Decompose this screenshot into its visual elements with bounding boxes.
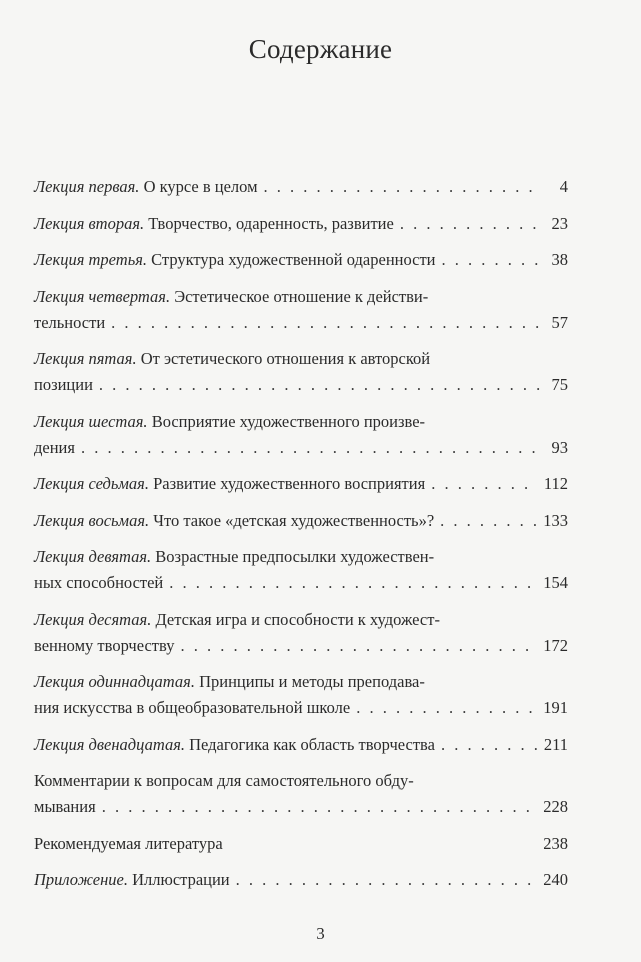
entry-page: 4 xyxy=(559,177,568,196)
entry-lead: Лекция седьмая. xyxy=(34,474,149,493)
toc-entry[interactable] xyxy=(34,471,568,497)
entry-title-continued: венному творчеству xyxy=(34,635,175,655)
toc-entry[interactable] xyxy=(34,607,568,659)
entry-lead: Лекция восьмая. xyxy=(34,510,150,530)
entry-title: Что такое «детская художественность»? xyxy=(149,510,435,530)
leader-dots xyxy=(356,695,537,721)
leader-dots xyxy=(442,247,540,273)
entry-lead: Лекция двенадцатая. xyxy=(34,734,185,754)
entry-page: 75 xyxy=(551,375,568,394)
entry-title: Творчество, одаренность, развитие xyxy=(144,213,394,233)
leader-dots xyxy=(264,174,540,200)
page-number: 3 xyxy=(316,924,325,943)
entry-page: 38 xyxy=(551,250,568,269)
toc-entry[interactable] xyxy=(34,732,568,758)
entry-lead: Лекция десятая. xyxy=(34,609,152,629)
entry-title: Развитие художественного восприятия xyxy=(148,474,426,493)
entry-page: 112 xyxy=(543,474,568,493)
entry-page: 228 xyxy=(543,797,568,816)
leader-dots xyxy=(440,508,537,534)
entry-title-continued: позиции xyxy=(34,375,93,394)
leader-dots xyxy=(431,471,538,497)
leader-dots xyxy=(236,867,538,893)
toc-entry[interactable] xyxy=(34,211,568,237)
table-of-contents xyxy=(34,174,568,904)
entry-page: 238 xyxy=(543,833,568,853)
leader-dots xyxy=(81,435,540,461)
leader-dots xyxy=(102,794,538,820)
entry-page: 93 xyxy=(551,437,568,457)
entry-title: Возрастные предпосылки художествен- xyxy=(151,547,435,566)
page-title: Содержание xyxy=(248,34,393,64)
entry-page: 240 xyxy=(543,870,568,889)
entry-title-continued: тельности xyxy=(34,312,106,332)
entry-title: О курсе в целом xyxy=(139,177,258,196)
leader-dots xyxy=(169,570,537,596)
toc-entry[interactable] xyxy=(34,247,568,273)
toc-entry[interactable] xyxy=(34,346,568,398)
entry-title-continued: ных способностей xyxy=(34,573,164,592)
entry-page: 172 xyxy=(543,635,568,655)
entry-title-continued: дения xyxy=(34,437,75,457)
toc-entry[interactable] xyxy=(34,544,568,596)
entry-page: 211 xyxy=(543,734,568,754)
entry-page: 57 xyxy=(551,312,568,332)
leader-dots xyxy=(400,211,540,237)
entry-lead: Лекция вторая. xyxy=(34,213,145,233)
entry-title: Структура художественной одаренности xyxy=(147,250,436,269)
toc-entry[interactable] xyxy=(34,867,568,893)
entry-title: Детская игра и способности к художест- xyxy=(151,609,440,629)
entry-title: Комментарии к вопросам для самостоятельного обду- xyxy=(34,771,414,790)
entry-lead: Лекция девятая. xyxy=(34,547,152,566)
entry-lead: Лекция шестая. xyxy=(34,411,148,431)
leader-dots xyxy=(180,633,537,659)
toc-entry[interactable] xyxy=(34,669,568,721)
entry-title-continued: мывания xyxy=(34,797,96,816)
leader-dots xyxy=(441,732,538,758)
entry-page: 133 xyxy=(543,510,568,530)
leader-dots xyxy=(99,372,540,398)
entry-lead: Приложение. xyxy=(34,870,128,889)
entry-lead: Лекция четвертая. xyxy=(34,286,171,306)
entry-title: Педагогика как область творчества xyxy=(185,734,435,754)
entry-title: Эстетическое отношение к действи- xyxy=(170,286,429,306)
entry-page: 154 xyxy=(543,573,568,592)
toc-entry[interactable] xyxy=(34,284,568,336)
entry-lead: Лекция третья. xyxy=(34,250,148,269)
entry-lead: Лекция пятая. xyxy=(34,349,137,368)
entry-lead: Лекция одиннадцатая. xyxy=(34,672,195,691)
entry-title: Рекомендуемая литература xyxy=(34,833,223,853)
entry-page: 23 xyxy=(551,213,568,233)
toc-entry[interactable] xyxy=(34,508,568,534)
entry-page: 191 xyxy=(543,698,568,717)
entry-title: От эстетического отношения к авторской xyxy=(136,349,431,368)
toc-entry[interactable] xyxy=(34,174,568,200)
entry-lead: Лекция первая. xyxy=(34,177,140,196)
toc-entry[interactable] xyxy=(34,831,568,857)
entry-title-continued: ния искусства в общеобразовательной школе xyxy=(34,698,351,717)
toc-entry[interactable] xyxy=(34,409,568,461)
entry-title: Восприятие художественного произве- xyxy=(147,411,426,431)
toc-entry[interactable] xyxy=(34,768,568,820)
leader-dots xyxy=(111,310,540,336)
entry-title: Иллюстрации xyxy=(128,870,230,889)
entry-title: Принципы и методы преподава- xyxy=(194,672,425,691)
